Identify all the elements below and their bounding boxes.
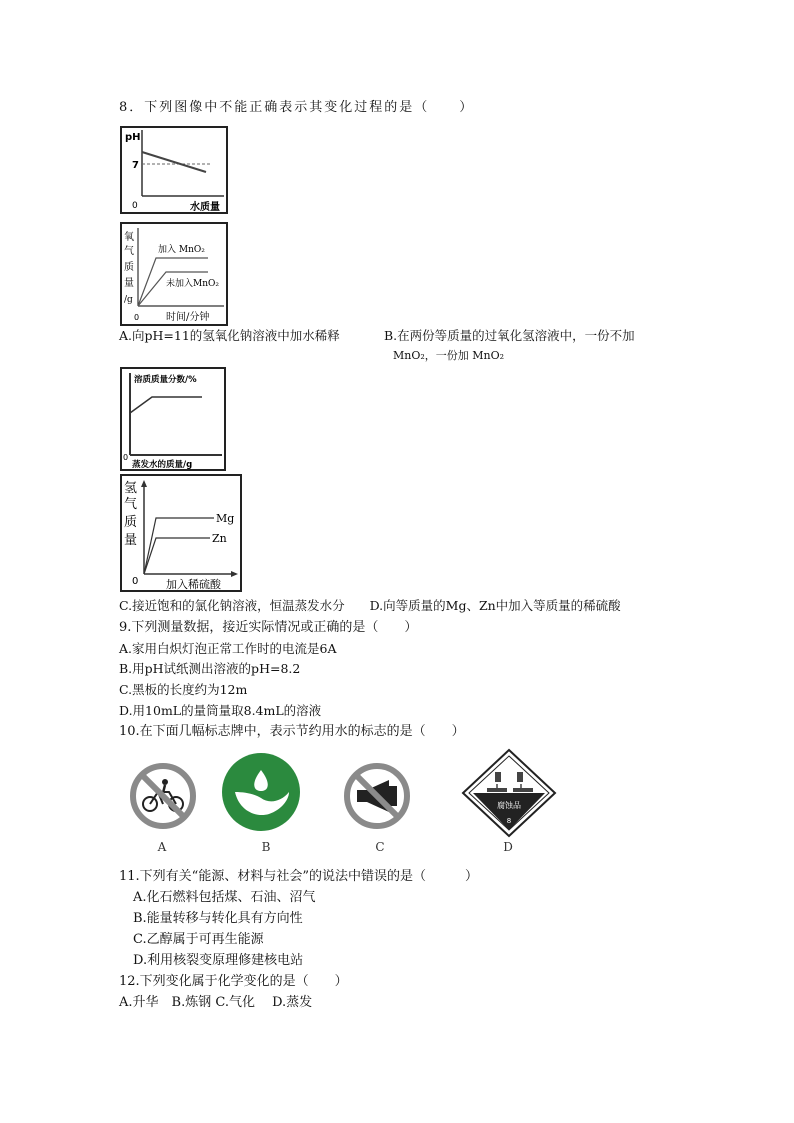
corrosive-sign — [459, 748, 559, 838]
no-horn-sign — [341, 760, 413, 832]
graph-b-ylabel-3: 质 — [124, 262, 134, 273]
question-9-stem: 9.下列测量数据，接近实际情况或正确的是（ ） — [119, 620, 418, 635]
graph-c-xlabel: 蒸发水的质量/g — [132, 460, 193, 469]
graph-a-ytick: 7 — [132, 160, 139, 171]
sign-label-d: D — [503, 840, 513, 854]
option-11c: C.乙醇属于可再生能源 — [133, 932, 264, 947]
corrosive-sign-number: 8 — [506, 817, 512, 825]
option-11b: B.能量转移与转化具有方向性 — [133, 911, 303, 926]
graph-c — [120, 367, 226, 471]
question-11-stem: 11.下列有关“能源、材料与社会”的说法中错误的是（ ） — [119, 869, 478, 884]
graph-d — [120, 474, 242, 592]
graph-a-xlabel: 水质量 — [190, 202, 220, 212]
option-11d: D.利用核裂变原理修建核电站 — [133, 953, 304, 968]
option-8b-line2: MnO₂，一份加 MnO₂ — [393, 349, 505, 362]
graph-b-origin: 0 — [134, 313, 140, 322]
graph-c-ylabel: 溶质质量分数/% — [134, 375, 197, 385]
graph-a-ylabel: pH — [125, 132, 141, 143]
option-9d: D.用10mL的量筒量取8.4mL的溶液 — [119, 703, 322, 718]
graph-a — [120, 126, 228, 214]
water-saving-sign — [219, 752, 303, 832]
graph-d-ylabel-3: 质 — [124, 515, 138, 530]
option-9a: A.家用白炽灯泡正常工作时的电流是6A — [119, 641, 337, 656]
graph-a-origin: 0 — [132, 201, 138, 211]
option-8b-line1: B.在两份等质量的过氧化氢溶液中，一份不加 — [384, 328, 635, 343]
graph-d-origin: 0 — [132, 576, 139, 587]
graph-b-ylabel-5: /g — [124, 295, 133, 305]
graph-d-ylabel-4: 量 — [124, 533, 138, 548]
graph-b-ylabel-4: 量 — [124, 278, 134, 289]
graph-b-series-1: 加入 MnO₂ — [158, 245, 205, 255]
graph-d-series-zn: Zn — [212, 532, 227, 545]
question-10-stem: 10.在下面几幅标志牌中，表示节约用水的标志的是（ ） — [119, 724, 465, 739]
options-12: A.升华 B.炼钢 C.气化 D.蒸发 — [119, 995, 313, 1010]
graph-d-series-mg: Mg — [216, 512, 235, 525]
graph-b-ylabel-1: 氧 — [124, 232, 134, 243]
graph-d-ylabel-1: 氢 — [124, 481, 138, 496]
graph-c-origin: 0 — [123, 453, 129, 462]
graph-b — [120, 222, 228, 326]
no-bicycle-sign — [127, 760, 199, 832]
sign-label-b: B — [261, 840, 271, 854]
sign-label-a: A — [157, 840, 167, 854]
option-9b: B.用pH试纸测出溶液的pH=8.2 — [119, 661, 301, 676]
graph-b-xlabel: 时间/分钟 — [166, 312, 210, 323]
option-11a: A.化石燃料包括煤、石油、沼气 — [133, 890, 316, 905]
option-8cd: C.接近饱和的氯化钠溶液，恒温蒸发水分 D.向等质量的Mg、Zn中加入等质量的稀硫酸 — [119, 598, 621, 613]
question-12-stem: 12.下列变化属于化学变化的是（ ） — [119, 974, 348, 989]
question-8-stem: 8．下列图像中不能正确表示其变化过程的是（ ） — [119, 100, 475, 115]
option-8a: A.向pH=11的氢氧化钠溶液中加水稀释 — [119, 328, 340, 343]
option-9c: C.黑板的长度约为12m — [119, 682, 248, 697]
graph-b-series-2: 未加入MnO₂ — [166, 279, 219, 289]
sign-label-c: C — [375, 840, 385, 854]
graph-d-ylabel-2: 气 — [124, 497, 138, 512]
graph-b-ylabel-2: 气 — [124, 246, 134, 257]
corrosive-sign-text: 腐蚀品 — [497, 801, 521, 810]
graph-d-xlabel: 加入稀硫酸 — [166, 578, 221, 590]
